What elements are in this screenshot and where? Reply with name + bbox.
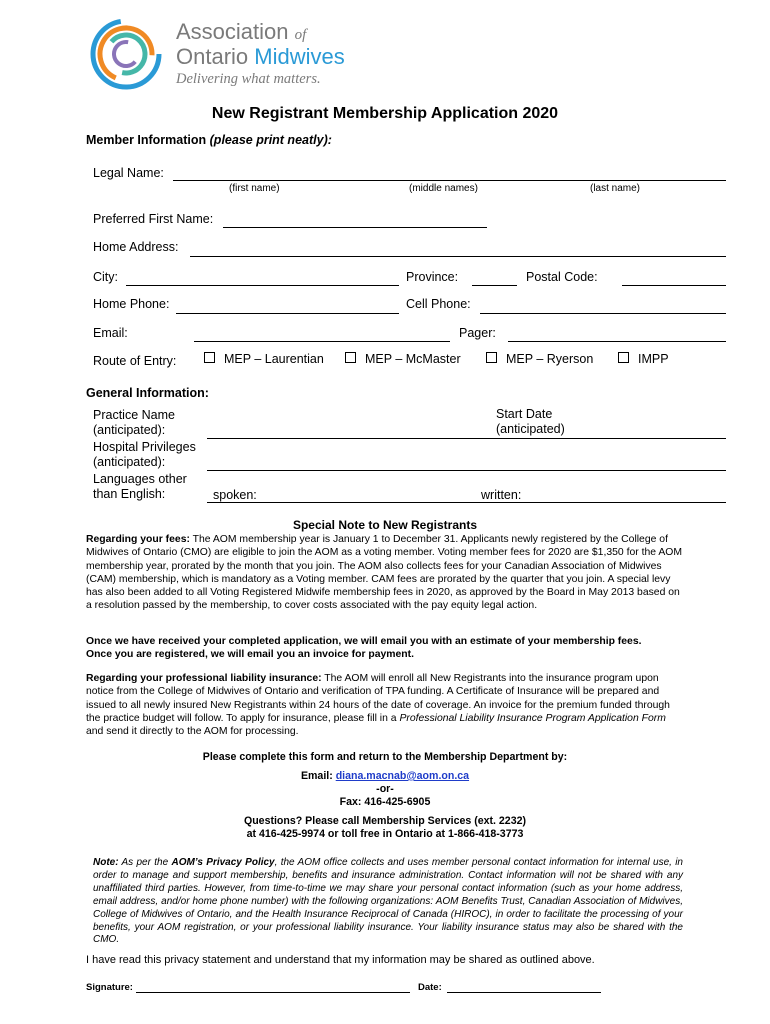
email-label: Email: [93, 326, 128, 340]
privacy-statement: I have read this privacy statement and understand that my information may be shared as outlined above. [86, 954, 595, 966]
postal-code-field[interactable] [622, 285, 726, 286]
questions-line-2: at 416-425-9974 or toll free in Ontario at 1-866-418-3773 [246, 828, 524, 840]
legal-name-field[interactable] [173, 180, 726, 181]
pager-label: Pager: [459, 326, 496, 340]
fax-contact: Fax: 416-425-6905 [339, 796, 431, 808]
logo-line2b: Midwives [254, 44, 345, 69]
checkbox[interactable] [486, 352, 497, 363]
pager-field[interactable] [508, 341, 726, 342]
date-field[interactable] [447, 992, 601, 993]
signature-field[interactable] [136, 992, 410, 993]
email-link[interactable]: diana.macnab@aom.on.ca [335, 770, 470, 782]
cell-phone-field[interactable] [480, 313, 726, 314]
general-info-heading: General Information: [86, 386, 209, 400]
cell-phone-label: Cell Phone: [406, 297, 471, 311]
route-of-entry-label: Route of Entry: [93, 354, 177, 368]
start-date-label: Start Date (anticipated) [496, 407, 565, 436]
route-option-mcmaster[interactable]: MEP – McMaster [345, 352, 461, 367]
questions-line-1: Questions? Please call Membership Services (ext. 2232) [243, 815, 527, 827]
home-phone-field[interactable] [176, 313, 399, 314]
member-info-heading: Member Information [86, 133, 207, 147]
checkbox[interactable] [204, 352, 215, 363]
practice-name-label: Practice Name (anticipated): [93, 408, 175, 437]
liability-paragraph: Regarding your professional liability insurance: The AOM will enroll all New Registrants into the insurance program upon notice from the College of Midwives of Ontario and verification of TPA funding. A Certificate of Insurance will be prepared and issued to all newly insured New Registrants within 24 hours of the date of coverage. An invoice for the premium funded through the practice budget will follow. To apply for insurance, please fill in a Professional Liability Insurance Program Application Form and send it directly to the AOM for processing. [86, 673, 670, 738]
home-phone-label: Home Phone: [93, 297, 170, 311]
email-field[interactable] [194, 341, 450, 342]
date-label: Date: [418, 982, 442, 993]
last-name-caption: (last name) [590, 183, 641, 194]
route-option-ryerson[interactable]: MEP – Ryerson [486, 352, 593, 367]
written-label: written: [481, 488, 522, 502]
home-address-field[interactable] [190, 256, 726, 257]
signature-label: Signature: [86, 982, 133, 993]
languages-field[interactable] [207, 502, 726, 503]
city-field[interactable] [126, 285, 399, 286]
postal-code-label: Postal Code: [526, 270, 598, 284]
privacy-policy-link: AOM’s Privacy Policy [171, 857, 275, 868]
preferred-name-label: Preferred First Name: [93, 212, 214, 226]
hospital-privileges-field[interactable] [207, 470, 726, 471]
home-address-label: Home Address: [93, 240, 179, 254]
languages-label: Languages other than English: [93, 472, 187, 501]
hospital-privileges-label: Hospital Privileges (anticipated): [93, 440, 196, 469]
or-separator: -or- [376, 783, 394, 795]
logo-of: of [294, 27, 307, 43]
logo-line2a: Ontario [176, 44, 249, 69]
province-label: Province: [406, 270, 459, 284]
preferred-name-field[interactable] [223, 227, 487, 228]
legal-name-label: Legal Name: [93, 166, 164, 180]
spoken-label: spoken: [213, 488, 257, 502]
route-option-impp[interactable]: IMPP [618, 352, 669, 367]
checkbox[interactable] [618, 352, 629, 363]
page-title: New Registrant Membership Application 2020 [211, 105, 559, 122]
logo [86, 14, 386, 94]
return-line: Please complete this form and return to the Membership Department by: [202, 751, 568, 763]
logo-line1: Association [176, 19, 289, 44]
practice-name-field[interactable] [207, 438, 726, 439]
logo-rings-icon [86, 14, 166, 94]
privacy-note: Note: As per the AOM’s Privacy Policy, the AOM office collects and uses member personal contact information for internal use, in order to manage and support membership, benefits and insurance administration. Contact information will not be shared with any unaffiliated third parties. However, from time-to-time we may share your personal contact information (such as your home address, email address, and/or home phone number) with the following organizations: AOM Benefits Trust, Canadian Association of Midwives, College of Midwives of Ontario, and the Health Insurance Reciprocal of Canada (HIROC), in order to facilitate the processing of your benefits, your AOM registration, or your professional liability insurance. Your liability insurance status may also be shared with the CMO. [93, 857, 683, 946]
member-info-note: (please print neatly): [209, 133, 332, 147]
special-note-heading: Special Note to New Registrants [292, 518, 478, 532]
fees-paragraph: Regarding your fees: The AOM membership year is January 1 to December 31. Applicants newly registered by the College of Midwives of Ontario (CMO) are eligible to join the AOM as a voting member. Voting member fees for 2020 are $1,350 for the AOM membership year, prorated by the month that you join. The AOM also collects fees for your Canadian Association of Midwives (CAM) membership, which is mandatory as a Voting member. CAM fees are prorated by the quarter that you join. A special levy has also been added to all Voting Registered Midwife membership fees in 2020, as approved by the Board in May 2013 based on a resolution passed by the membership, to cover costs associated with the pay equity legal action. [86, 534, 683, 612]
estimate-paragraph: Once we have received your completed application, we will email you with an estimate of your membership fees. Once you are registered, we will email you an invoice for payment. [86, 636, 642, 661]
province-field[interactable] [472, 285, 517, 286]
city-label: City: [93, 270, 118, 284]
logo-tagline: Delivering what matters. [176, 71, 321, 87]
email-contact: Email: diana.macnab@aom.on.ca [300, 770, 470, 782]
checkbox[interactable] [345, 352, 356, 363]
middle-names-caption: (middle names) [409, 183, 478, 194]
first-name-caption: (first name) [229, 183, 280, 194]
route-option-laurentian[interactable]: MEP – Laurentian [204, 352, 324, 367]
